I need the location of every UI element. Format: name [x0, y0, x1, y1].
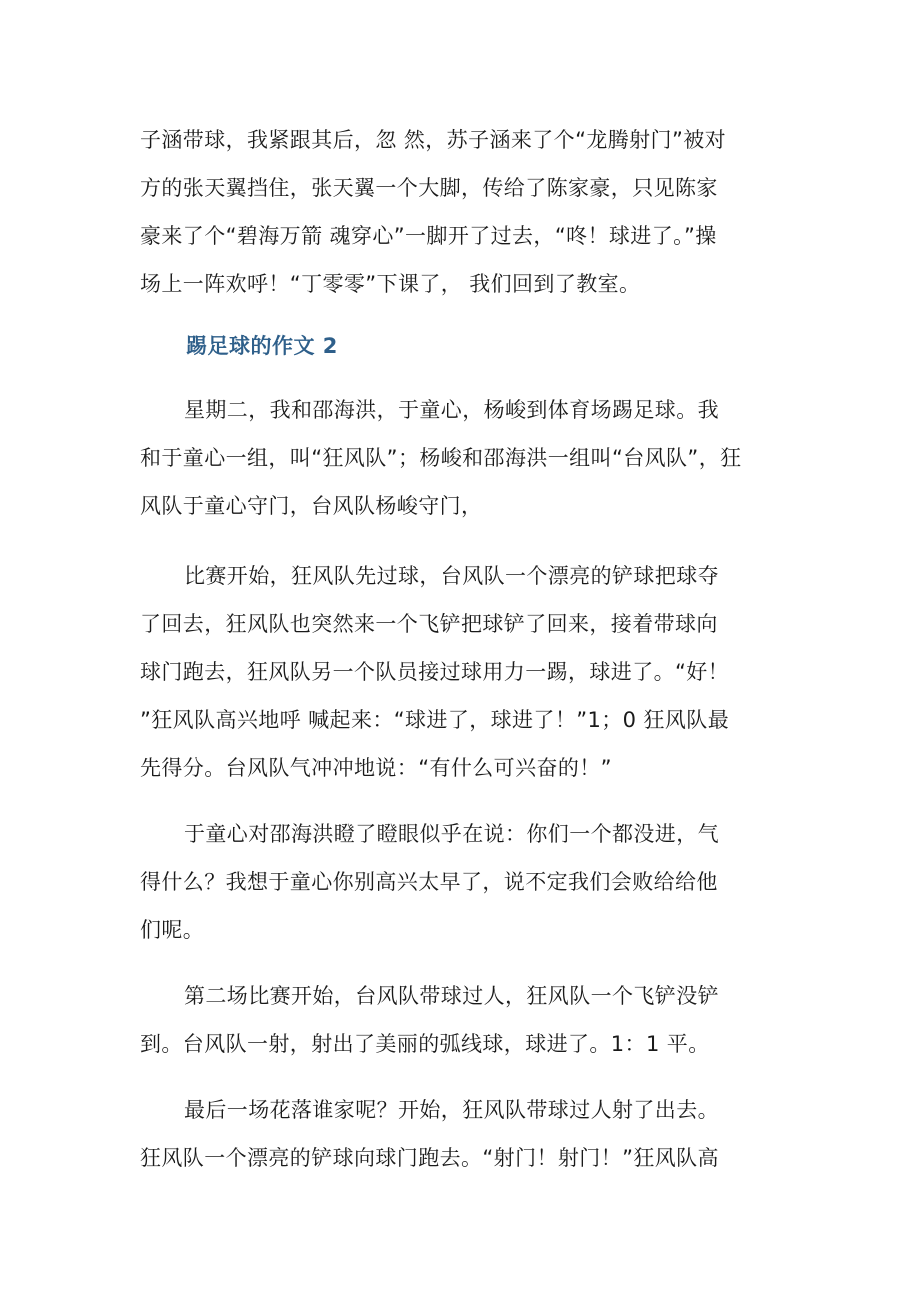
text-line: 狂风队一个漂亮的铲球向球门跑去。“射门！射门！”狂风队高 [140, 1146, 719, 1170]
text-line: 方的张天翼挡住，张天翼一个大脚，传给了陈家豪，只见陈家 [140, 176, 718, 200]
paragraph-2 [140, 552, 780, 792]
paragraph-continuation [140, 116, 780, 308]
text-line: 豪来了个“碧海万箭 魂穿心”一脚开了过去，“咚！球进了。”操 [140, 224, 717, 248]
paragraph-4 [140, 972, 780, 1068]
paragraph-5 [140, 1086, 780, 1182]
text-line: 先得分。台风队气冲冲地说：“有什么可兴奋的！” [140, 756, 612, 780]
text-line: 到。台风队一射，射出了美丽的弧线球，球进了。1：1 平。 [140, 1032, 710, 1056]
text-line: 星期二，我和邵海洪，于童心，杨峻到体育场踢足球。我 [184, 398, 719, 422]
text-line: 们呢。 [140, 918, 205, 942]
text-line: 了回去，狂风队也突然来一个飞铲把球铲了回来，接着带球向 [140, 612, 718, 636]
text-line: 最后一场花落谁家呢？开始，狂风队带球过人射了出去。 [184, 1098, 719, 1122]
text-line: 球门跑去，狂风队另一个队员接过球用力一踢，球进了。“好！ [140, 660, 730, 684]
section-heading: 踢足球的作文 2 [186, 334, 338, 358]
paragraph-1 [140, 386, 780, 530]
text-line: ”狂风队高兴地呼 喊起来：“球进了，球进了！”1；0 狂风队最 [140, 708, 730, 732]
text-line: 子涵带球，我紧跟其后，忽 然，苏子涵来了个“龙腾射门”被对 [140, 128, 727, 152]
paragraph-3 [140, 810, 780, 954]
text-line: 于童心对邵海洪瞪了瞪眼似乎在说：你们一个都没进，气 [184, 822, 719, 846]
text-line: 和于童心一组，叫“狂风队”；杨峻和邵海洪一组叫“台风队”，狂 [140, 446, 742, 470]
text-line: 风队于童心守门，台风队杨峻守门， [140, 494, 483, 518]
text-line: 得什么？我想于童心你别高兴太早了，说不定我们会败给给他 [140, 870, 718, 894]
text-line: 场上一阵欢呼！“丁零零”下课了， 我们回到了教室。 [140, 272, 641, 296]
text-line: 比赛开始，狂风队先过球，台风队一个漂亮的铲球把球夺 [184, 564, 719, 588]
text-line: 第二场比赛开始，台风队带球过人，狂风队一个飞铲没铲 [184, 984, 719, 1008]
